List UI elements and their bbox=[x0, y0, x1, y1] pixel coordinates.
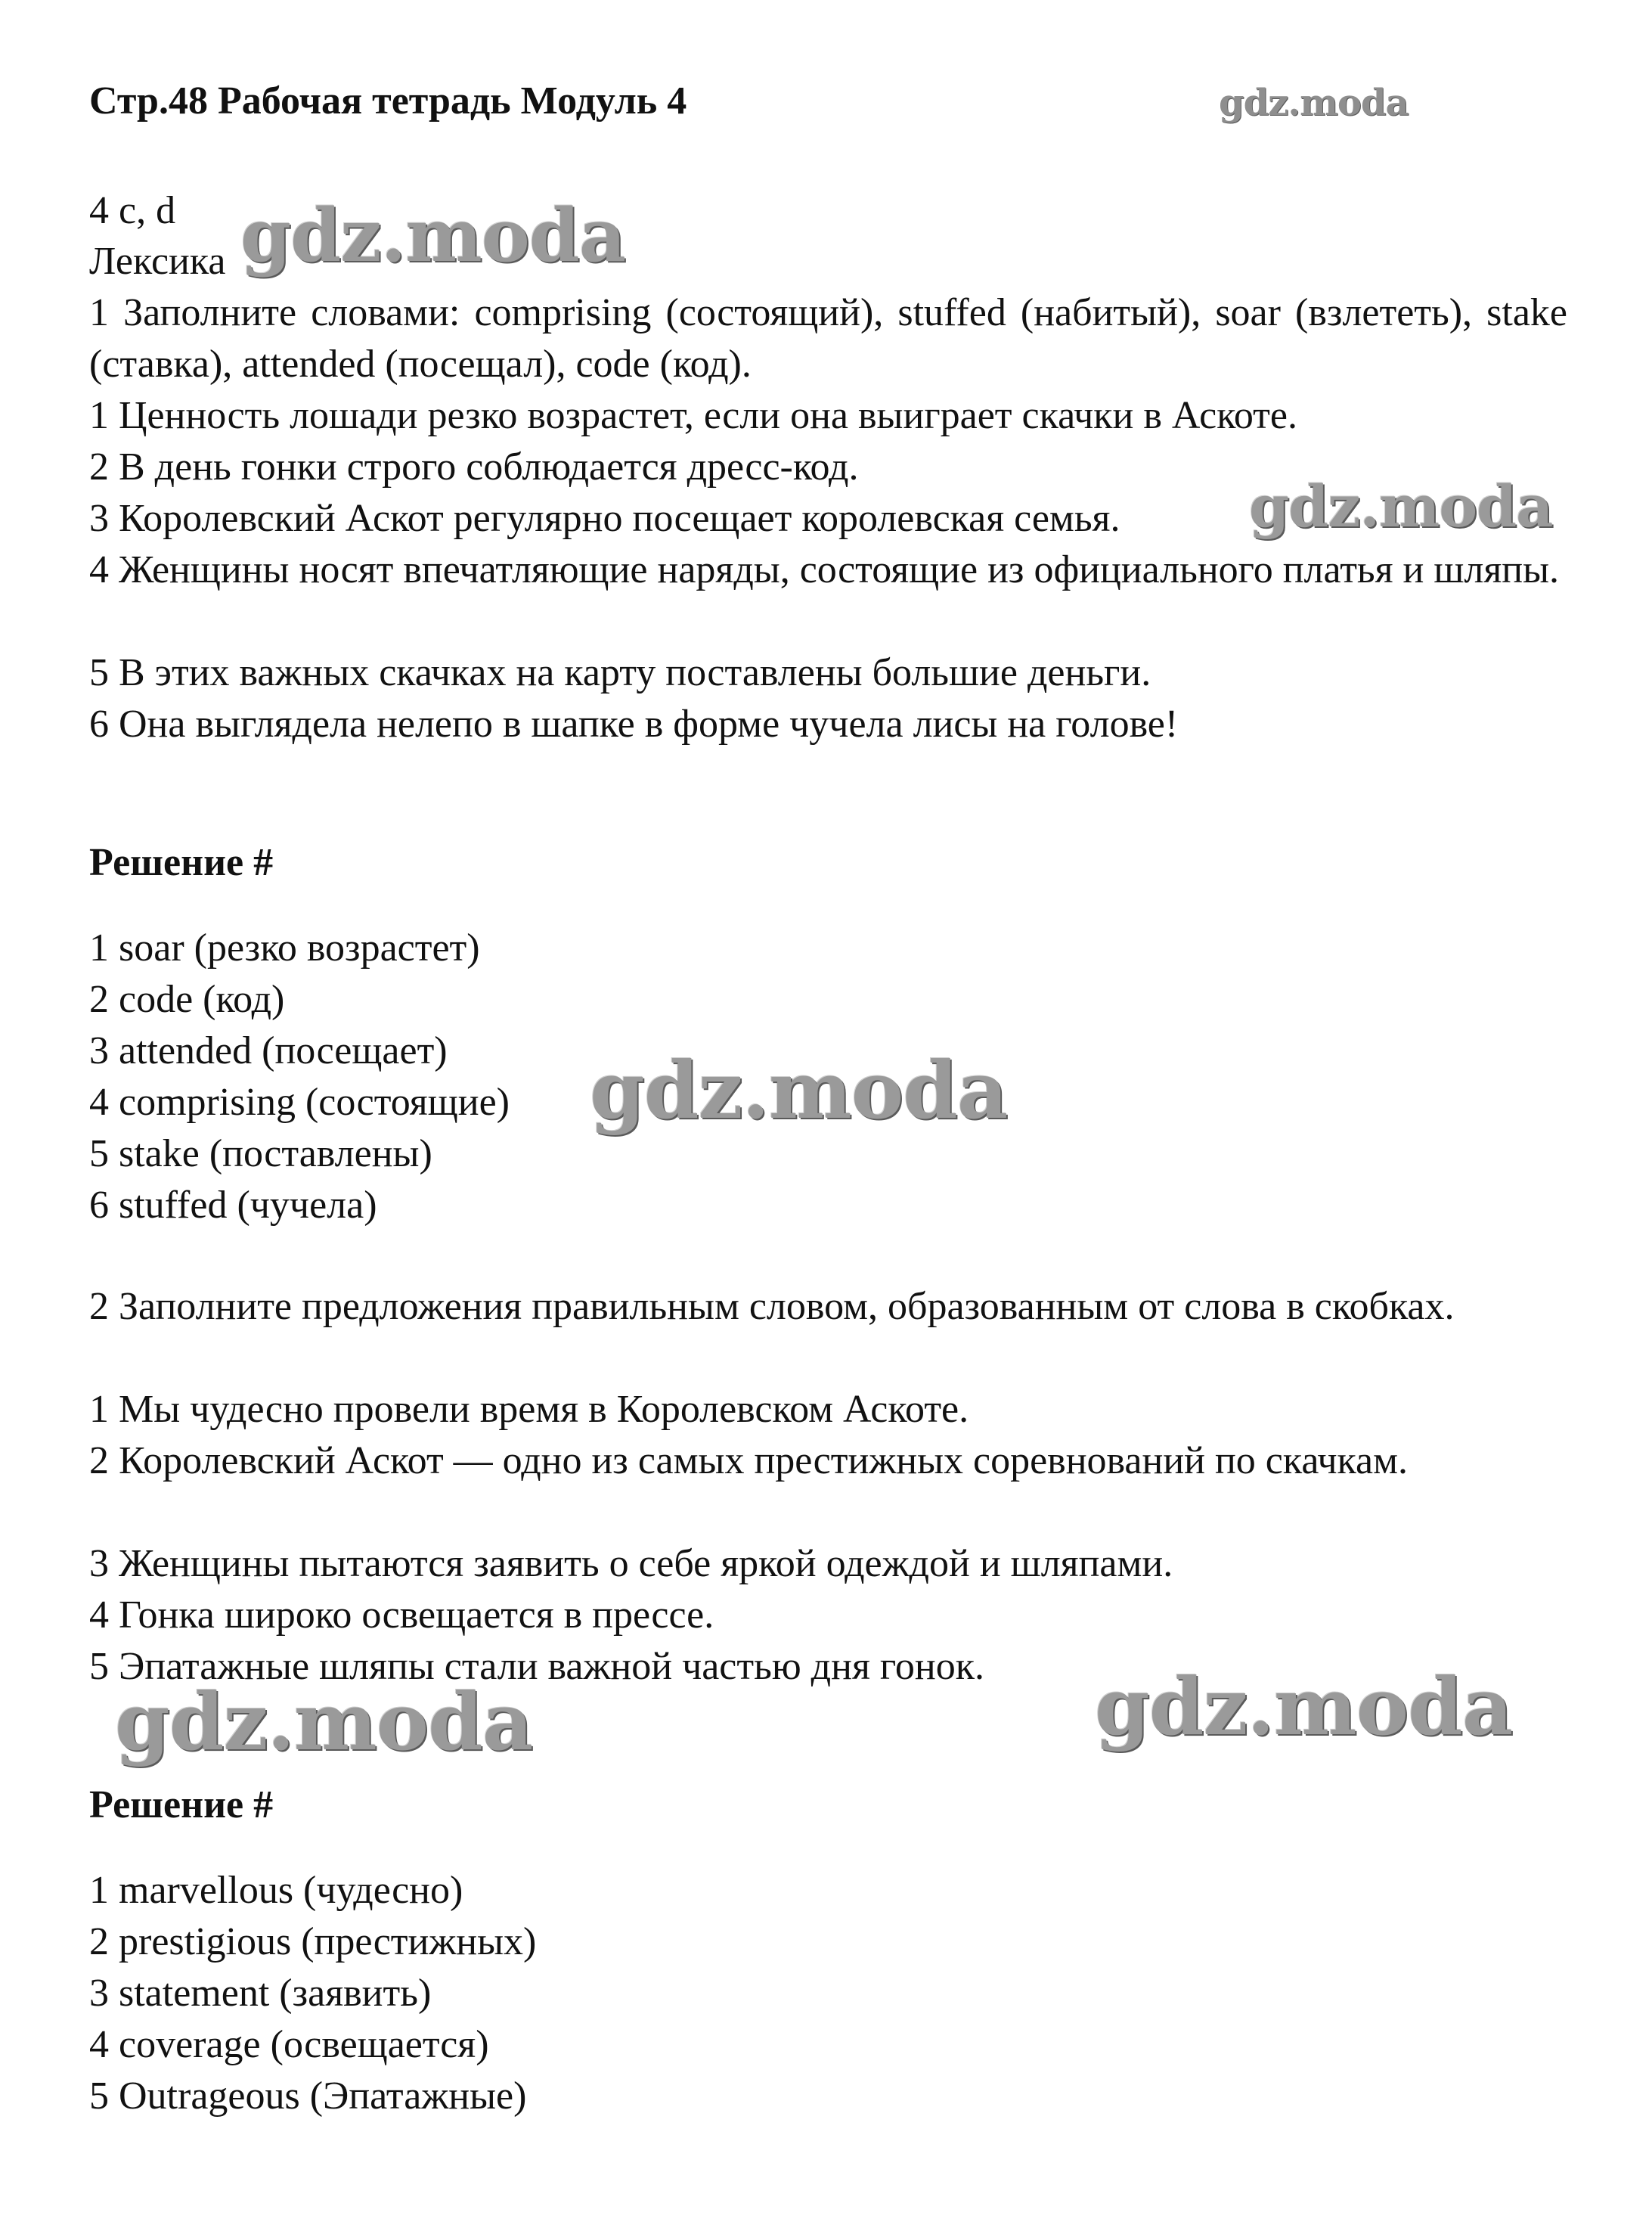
task2-sentence: 2 Королевский Аскот — одно из самых престижных соревнований по скачкам. bbox=[89, 1439, 1408, 1482]
solution-heading: Решение # bbox=[89, 1783, 274, 1826]
task2-sentence: 4 Гонка широко освещается в прессе. bbox=[89, 1593, 714, 1637]
task1-sentence: 5 В этих важных скачках на карту поставлены большие деньги. bbox=[89, 651, 1151, 694]
watermark: gdz.moda bbox=[1095, 1660, 1513, 1753]
task2-sentence: 5 Эпатажные шляпы стали важной частью дня гонок. bbox=[89, 1645, 984, 1688]
task2-sentence: 1 Мы чудесно провели время в Королевском Аскоте. bbox=[89, 1388, 969, 1431]
answer-item: 2 prestigious (престижных) bbox=[89, 1920, 537, 1963]
answer-item: 1 marvellous (чудесно) bbox=[89, 1869, 463, 1912]
watermark: gdz.moda bbox=[115, 1675, 533, 1768]
task1-sentence: 3 Королевский Аскот регулярно посещает королевская семья. bbox=[89, 497, 1120, 540]
task1-instruction: 1 Заполните словами: comprising (состоящий), stuffed (набитый), soar (взлететь), stake (ставка), attended (посещал), code (код). bbox=[89, 291, 1567, 386]
answer-item: 3 attended (посещает) bbox=[89, 1029, 448, 1072]
watermark: gdz.moda bbox=[590, 1044, 1008, 1137]
solution-heading: Решение # bbox=[89, 841, 274, 884]
answer-item: 2 code (код) bbox=[89, 978, 285, 1021]
exercise-ref: 4 c, d bbox=[89, 189, 176, 232]
task1-sentence: 4 Женщины носят впечатляющие наряды, состоящие из официального платья и шляпы. bbox=[89, 548, 1560, 591]
answer-item: 3 statement (заявить) bbox=[89, 1972, 432, 2015]
task1-sentence: 6 Она выглядела нелепо в шапке в форме чучела лисы на голове! bbox=[89, 703, 1179, 746]
task2-instruction: 2 Заполните предложения правильным словом, образованным от слова в скобках. bbox=[89, 1285, 1455, 1328]
answer-item: 1 soar (резко возрастет) bbox=[89, 926, 480, 970]
answer-item: 5 Outrageous (Эпатажные) bbox=[89, 2074, 527, 2118]
answer-item: 6 stuffed (чучела) bbox=[89, 1184, 377, 1227]
answer-item: 4 coverage (освещается) bbox=[89, 2023, 489, 2066]
task2-sentence: 3 Женщины пытаются заявить о себе яркой одеждой и шляпами. bbox=[89, 1542, 1173, 1585]
task1-sentence: 1 Ценность лошади резко возрастет, если она выиграет скачки в Аскоте. bbox=[89, 394, 1297, 437]
watermark: gdz.moda bbox=[1249, 473, 1553, 540]
task1-sentence: 2 В день гонки строго соблюдается дресс-код. bbox=[89, 445, 859, 489]
section-label: Лексика bbox=[89, 240, 226, 283]
page-title: Стр.48 Рабочая тетрадь Модуль 4 bbox=[89, 79, 687, 123]
watermark: gdz.moda bbox=[240, 193, 626, 278]
answer-item: 5 stake (поставлены) bbox=[89, 1132, 432, 1175]
answer-item: 4 comprising (состоящие) bbox=[89, 1081, 510, 1124]
watermark: gdz.moda bbox=[1219, 82, 1409, 124]
